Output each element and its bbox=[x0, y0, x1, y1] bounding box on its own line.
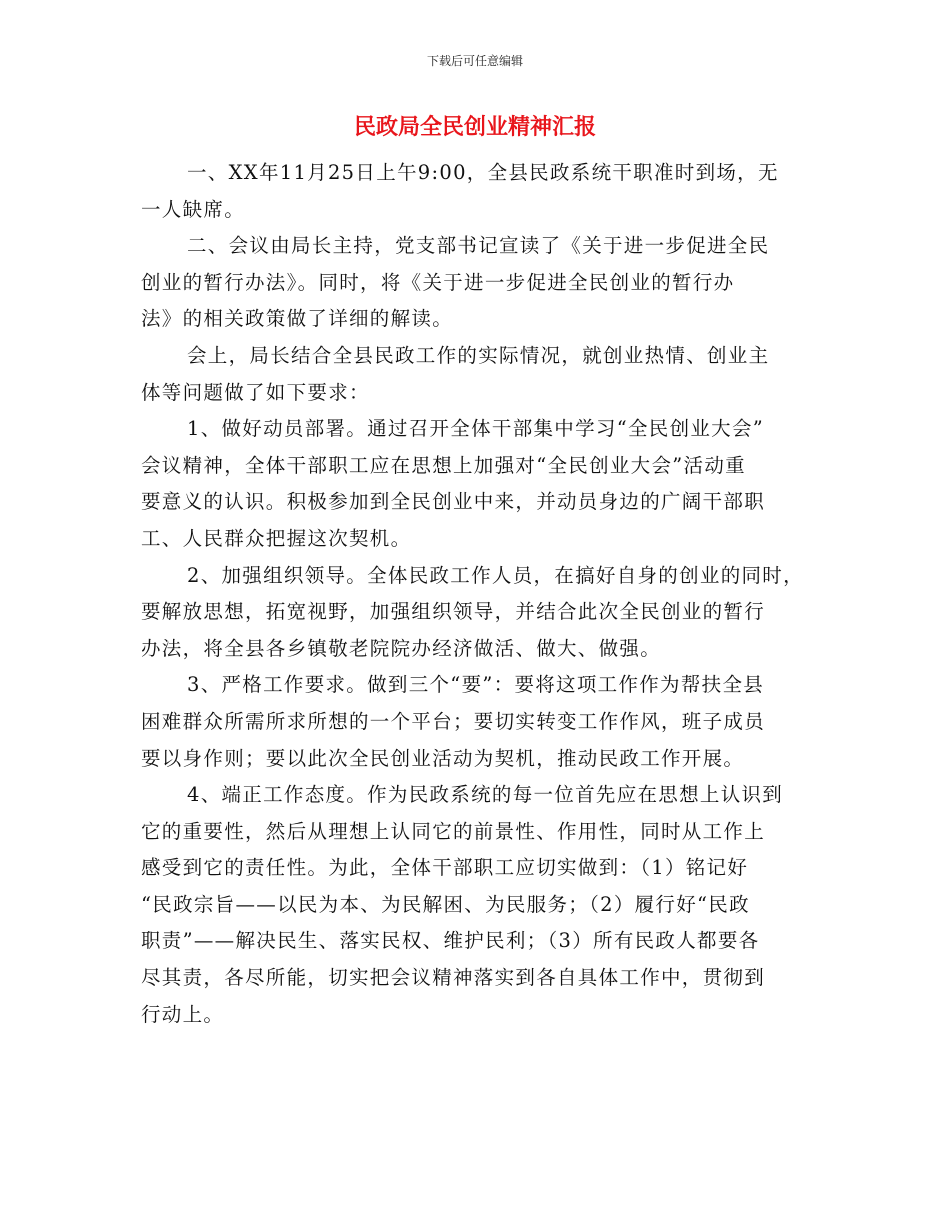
text-line: 困难群众所需所求所想的一个平台；要切实转变工作作风，班子成员 bbox=[141, 709, 766, 733]
text-line: 感受到它的责任性。为此，全体干部职工应切实做到：（1）铭记好 bbox=[141, 856, 749, 880]
page-header: 下载后可任意编辑 bbox=[426, 54, 523, 68]
text-line: 3、严格工作要求。做到三个“要”：要将这项工作作为帮扶全县 bbox=[187, 673, 765, 697]
paragraph-5 bbox=[141, 558, 811, 668]
text-line: 会议精神，全体干部职工应在思想上加强对“全民创业大会”活动重 bbox=[141, 453, 746, 477]
text-line: 一人缺席。 bbox=[141, 197, 246, 221]
text-line: 它的重要性，然后从理想上认同它的前景性、作用性，同时从工作上 bbox=[141, 819, 766, 843]
text-line: 2、加强组织领导。全体民政工作人员，在搞好自身的创业的同时， bbox=[187, 563, 804, 587]
text-line: 创业的暂行办法》。同时，将《关于进一步促进全民创业的暂行办 bbox=[141, 270, 735, 294]
text-line: 一、XX年11月25日上午9:00，全县民政系统干职准时到场，无 bbox=[187, 161, 779, 184]
text-line: 体等问题做了如下要求： bbox=[141, 380, 370, 404]
text-line: 工、人民群众把握这次契机。 bbox=[141, 526, 412, 550]
paragraph-4 bbox=[141, 411, 811, 557]
text-line: 1、做好动员部署。通过召开全体干部集中学习“全民创业大会” bbox=[187, 417, 765, 441]
text-line: 4、端正工作态度。作为民政系统的每一位首先应在思想上认识到 bbox=[187, 783, 784, 807]
text-line: 职责”——解决民生、落实民权、维护民利；（3）所有民政人都要各 bbox=[141, 929, 760, 953]
text-line: “民政宗旨——以民为本、为民解困、为民服务；（2）履行好“民政 bbox=[141, 892, 750, 916]
text-line: 法》的相关政策做了详细的解读。 bbox=[141, 307, 454, 331]
text-line: 会上，局长结合全县民政工作的实际情况，就创业热情、创业主 bbox=[187, 343, 770, 367]
text-line: 行动上。 bbox=[141, 1002, 225, 1026]
document-title: 民政局全民创业精神汇报 bbox=[353, 115, 596, 140]
paragraph-3 bbox=[141, 338, 811, 411]
paragraph-6 bbox=[141, 667, 811, 777]
text-line: 要解放思想，拓宽视野，加强组织领导，并结合此次全民创业的暂行 bbox=[141, 600, 766, 624]
text-line: 二、会议由局长主持，党支部书记宣读了《关于进一步促进全民 bbox=[187, 234, 770, 258]
text-line: 办法，将全县各乡镇敬老院院办经济做活、做大、做强。 bbox=[141, 636, 662, 660]
paragraph-7 bbox=[141, 777, 811, 1033]
text-line: 要以身作则；要以此次全民创业活动为契机，推动民政工作开展。 bbox=[141, 746, 745, 770]
text-line: 尽其责，各尽所能，切实把会议精神落实到各自具体工作中，贯彻到 bbox=[141, 966, 766, 990]
document-body bbox=[141, 155, 811, 1033]
text-line: 要意义的认识。积极参加到全民创业中来，并动员身边的广阔干部职 bbox=[141, 490, 766, 514]
paragraph-2 bbox=[141, 228, 811, 338]
paragraph-1 bbox=[141, 155, 811, 228]
